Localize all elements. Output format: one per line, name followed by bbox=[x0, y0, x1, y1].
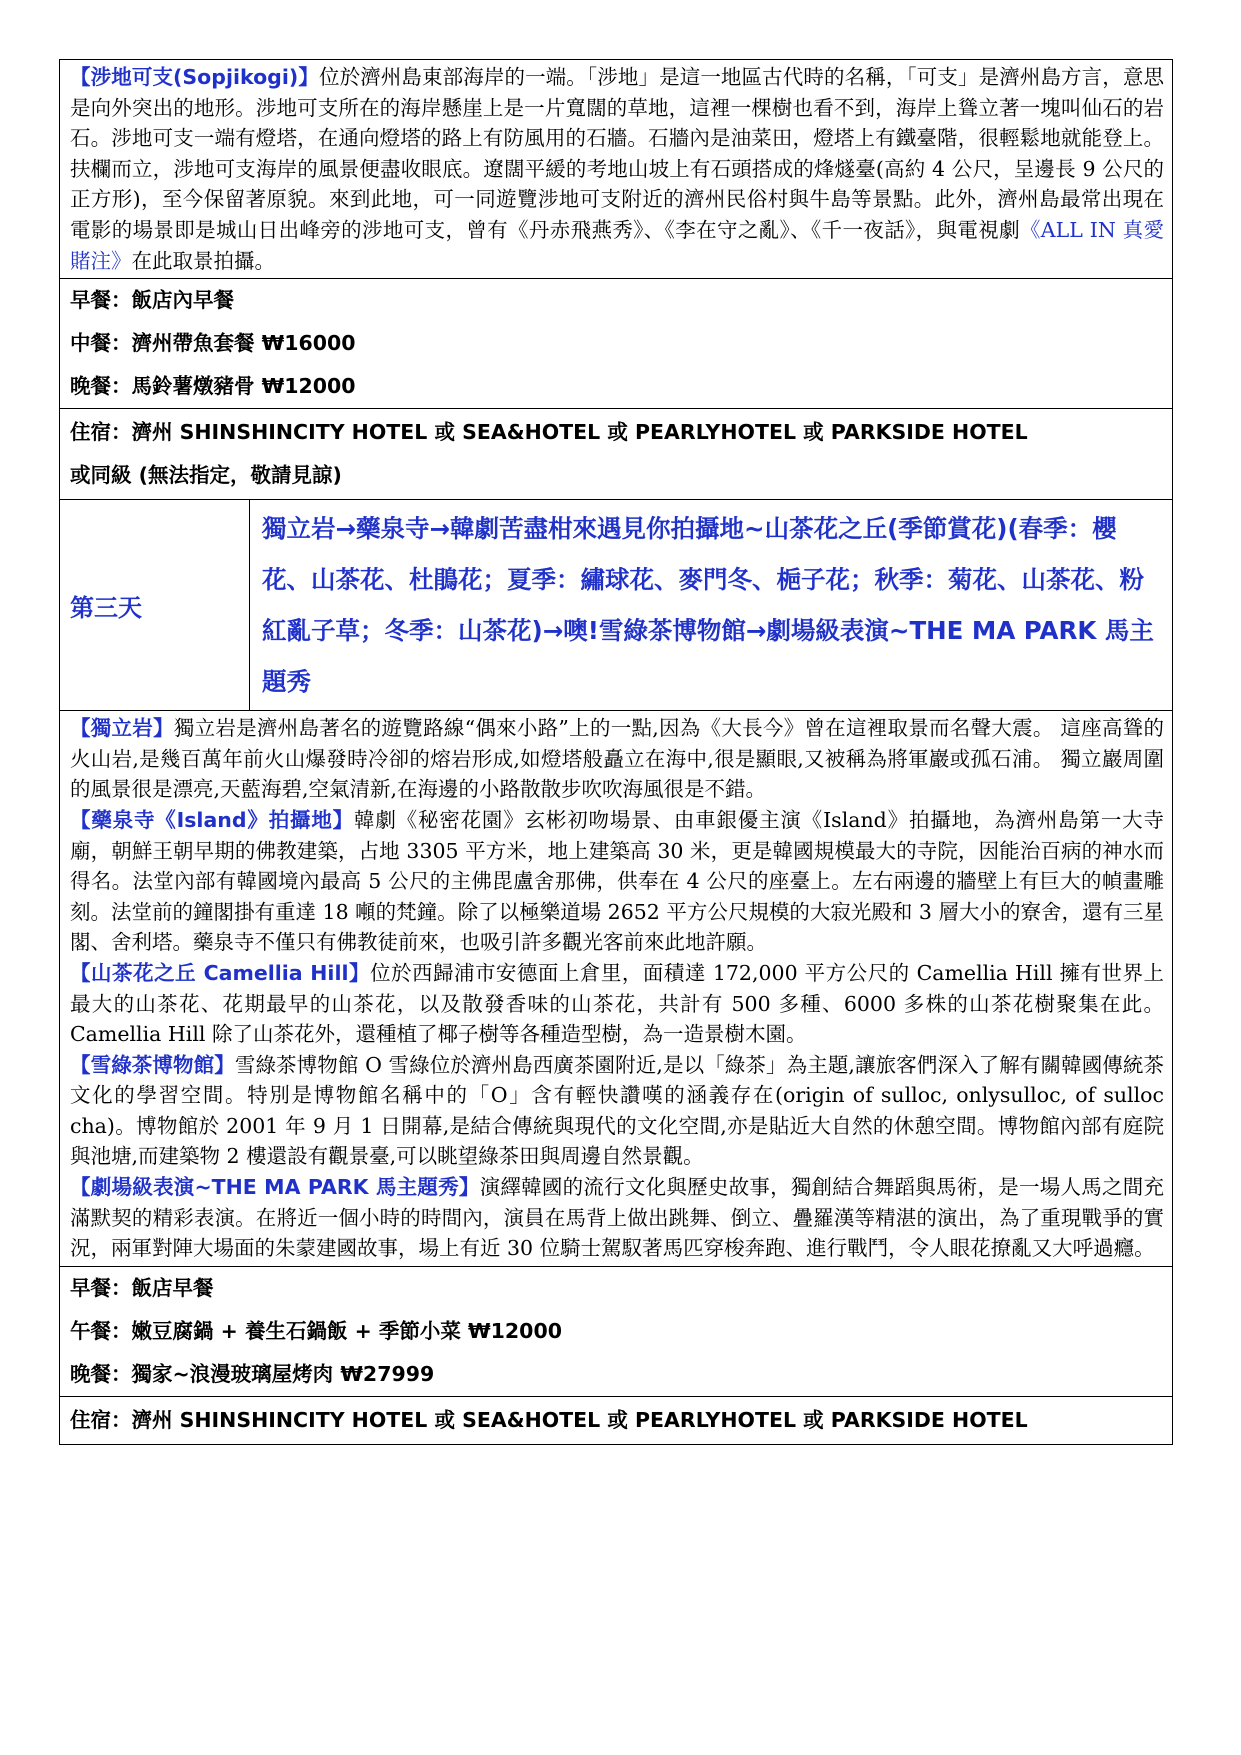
attraction-heading: 【山茶花之丘 Camellia Hill】 bbox=[70, 960, 370, 985]
allin-drama-link: 《ALL IN 真愛賭注》 bbox=[70, 217, 1164, 273]
attraction-heading: 【藥泉寺《Island》拍攝地】 bbox=[70, 807, 354, 832]
day3-accommodation bbox=[60, 1397, 1172, 1444]
day2-breakfast: 早餐：飯店內早餐 bbox=[70, 288, 234, 313]
day3-lunch: 午餐：嫩豆腐鍋 + 養生石鍋飯 + 季節小菜 ₩12000 bbox=[70, 1318, 562, 1343]
day3-dinner: 晚餐：獨家~浪漫玻璃屋烤肉 ₩27999 bbox=[70, 1361, 435, 1386]
attraction-item bbox=[70, 1050, 1164, 1172]
attraction-heading: 【劇場級表演~THE MA PARK 馬主題秀】 bbox=[70, 1175, 480, 1200]
day3-route: 獨立岩→藥泉寺→韓劇苦盡柑來遇見你拍攝地~山茶花之丘(季節賞花)(春季：櫻花、山茶花、杜鵑花；夏季：繡球花、麥門冬、梔子花；秋季：菊花、山茶花、粉紅亂子草；冬季：山茶花)→噢!雪綠茶博物館→劇場級表演~THE MA PARK 馬主題秀 bbox=[262, 514, 1154, 697]
day2-lunch: 中餐：濟州帶魚套餐 ₩16000 bbox=[70, 331, 356, 356]
day3-label: 第三天 bbox=[60, 500, 250, 710]
day3-attractions bbox=[60, 711, 1172, 1267]
day2-dinner: 晚餐：馬鈴薯燉豬骨 ₩12000 bbox=[70, 374, 356, 399]
day2-accommodation bbox=[60, 409, 1172, 500]
attraction-body: 演繹韓國的流行文化與歷史故事，獨創結合舞蹈與馬術，是一場人馬之間充滿默契的精彩表演。在將近一個小時的時間內，演員在馬背上做出跳舞、倒立、疊羅漢等精湛的演出，為了重現戰爭的實況，兩軍對陣大場面的朱蒙建國故事，場上有近 30 位騎士駕馭著馬匹穿梭奔跑、進行戰鬥，令人眼花撩亂又大呼過癮。 bbox=[70, 1175, 1164, 1261]
sopjikogi-heading: 【涉地可支(Sopjikogi)】 bbox=[70, 65, 319, 89]
day3-accommodation-hotels: 住宿：濟州 SHINSHINCITY HOTEL 或 SEA&HOTEL 或 PEARLYHOTEL 或 PARKSIDE HOTEL bbox=[70, 1407, 1028, 1432]
attraction-heading: 【獨立岩】 bbox=[70, 716, 174, 741]
attraction-body: 韓劇《秘密花園》玄彬初吻場景、由車銀優主演《Island》拍攝地，為濟州島第一大寺廟，朝鮮王朝早期的佛教建築，占地 3305 平方米，地上建築高 30 米，更是韓國規模最大的寺院，因能治百病的神水而得名。法堂內部有韓國境內最高 5 公尺的主佛毘盧舍那佛，供奉在 4 公尺的座臺上。左右兩邊的牆壁上有巨大的幀畫雕刻。法堂前的鐘閣掛有重達 18 噸的梵鐘。除了以極樂道場 2652 平方公尺規模的大寂光殿和 3 層大小的寮舍，還有三星閣、舍利塔。藥泉寺不僅只有佛教徒前來，也吸引許多觀光客前來此地許願。 bbox=[70, 807, 1164, 955]
attraction-body: 雪綠茶博物館 O 雪綠位於濟州島西廣茶園附近,是以「綠茶」為主題,讓旅客們深入了解有關韓國傳統茶文化的學習空間。特別是博物館名稱中的「O」含有輕快讚嘆的涵義存在(origin of sulloc, onlysulloc, of sulloc cha)。博物館於 2001 年 9 月 1 日開幕,是結合傳統與現代的文化空間,亦是貼近大自然的休憩空間。博物館內部有庭院與池塘,而建築物 2 樓還設有觀景臺,可以眺望綠茶田與周邊自然景觀。 bbox=[70, 1052, 1165, 1169]
attraction-item bbox=[70, 805, 1164, 958]
day3-header bbox=[60, 500, 1172, 711]
attraction-item bbox=[70, 1172, 1164, 1264]
attraction-body: 獨立岩是濟州島著名的遊覽路線“偶來小路”上的一點,因為《大長今》曾在這裡取景而名聲大震。 這座高聳的火山岩,是幾百萬年前火山爆發時冷卻的熔岩形成,如燈塔般矗立在海中,很是顯眼,又被稱為將軍巖或孤石浦。 獨立巖周圍的風景很是漂亮,天藍海碧,空氣清新,在海邊的小路散散步吹吹海風很是不錯。 bbox=[70, 716, 1164, 802]
day2-accommodation-note: 或同級 (無法指定，敬請見諒) bbox=[70, 463, 342, 488]
day3-breakfast: 早餐：飯店早餐 bbox=[70, 1275, 214, 1300]
day2-accommodation-hotels: 住宿：濟州 SHINSHINCITY HOTEL 或 SEA&HOTEL 或 PEARLYHOTEL 或 PARKSIDE HOTEL bbox=[70, 420, 1028, 445]
day3-meals bbox=[60, 1267, 1172, 1397]
sopjikogi-section bbox=[60, 60, 1172, 279]
attraction-body: 位於西歸浦市安德面上倉里，面積達 172,000 平方公尺的 Camellia Hill 擁有世界上最大的山茶花、花期最早的山茶花，以及散發香味的山茶花，共計有 500 多種、6000 多株的山茶花樹聚集在此。Camellia Hill 除了山茶花外，還種植了椰子樹等各種造型樹，為一造景樹木園。 bbox=[70, 960, 1164, 1047]
itinerary-table bbox=[59, 59, 1173, 1445]
attraction-item bbox=[70, 958, 1164, 1050]
attraction-item bbox=[70, 713, 1164, 805]
sopjikogi-body: 位於濟州島東部海岸的一端。「涉地」是這一地區古代時的名稱，「可支」是濟州島方言，意思是向外突出的地形。涉地可支所在的海岸懸崖上是一片寬闊的草地，這裡一棵樹也看不到，海岸上聳立著一塊叫仙石的岩石。涉地可支一端有燈塔，在通向燈塔的路上有防風用的石牆。石牆內是油菜田，燈塔上有鐵臺階，很輕鬆地就能登上。扶欄而立，涉地可支海岸的風景便盡收眼底。遼闊平緩的考地山坡上有石頭搭成的烽燧臺(高約 4 公尺，呈邊長 9 公尺的正方形)，至今保留著原貌。來到此地，可一同遊覽涉地可支附近的濟州民俗村與牛島等景點。此外，濟州島最常出現在電影的場景即是城山日出峰旁的涉地可支，曾有《丹赤飛燕秀》、《李在守之亂》、《千一夜話》，與電視劇 bbox=[70, 65, 1165, 242]
attraction-heading: 【雪綠茶博物館】 bbox=[70, 1052, 235, 1077]
sopjikogi-tail: 在此取景拍攝。 bbox=[131, 248, 275, 273]
day2-meals bbox=[60, 279, 1172, 409]
